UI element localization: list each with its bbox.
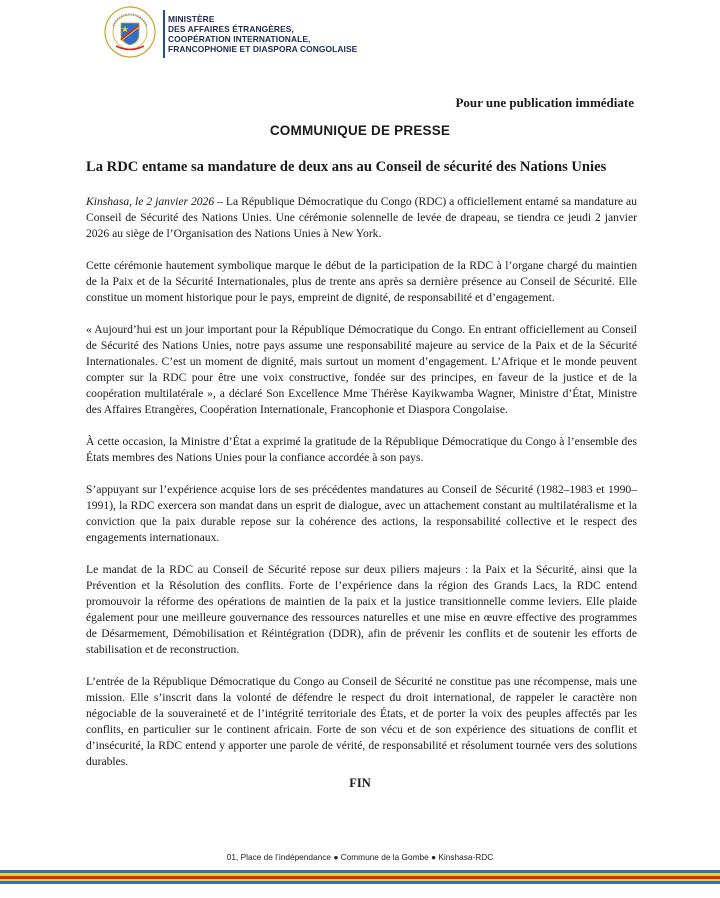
- paragraph: S’appuyant sur l’expérience acquise lors de ses précédentes mandatures au Conseil de Sécurité (1982–1983 et 1990–1991), la RDC exercera son mandat dans un esprit de dialogue, avec un attachement constant au multilatéralisme et la conviction que la paix durable repose sur la cohérence des actions, la responsabilité collective et le respect des engagements internationaux.: [86, 482, 637, 544]
- paragraph: Le mandat de la RDC au Conseil de Sécurité repose sur deux piliers majeurs : la Paix et la Sécurité, ainsi que la Prévention et la Résolution des conflits. Forte de l’expérience dans la région des Grands Lacs, la RDC entend promouvoir la réforme des opérations de maintien de la paix et la justice transitionnelle comme leviers. Elle plaide également pour une meilleure gouvernance des ressources naturelles et une mise en œuvre effective des programmes de Désarmement, Démobilisation et Réintégration (DDR), afin de prévenir les conflits et de soutenir les efforts de stabilisation et de reconstruction.: [86, 562, 637, 657]
- footer-address: 01, Place de l’indépendance ● Commune de la Gombe ● Kinshasa-RDC: [226, 852, 494, 862]
- paragraph: [86, 194, 637, 242]
- ministry-name: [168, 14, 428, 54]
- ministry-line: COOPÉRATION INTERNATIONALE,: [168, 34, 311, 44]
- paragraph: L’entrée de la République Démocratique du Congo au Conseil de Sécurité ne constitue pas une récompense, mais une mission. Elle s’inscrit dans la volonté de défendre le respect du droit international, de rappeler le caractère non négociable de la souveraineté et de l’intégrité territoriale des États, et de porter la voix des peuples affectés par les conflits, en particulier sur le continent africain. Forte de son vécu et de son expérience des situations de conflit et d’insécurité, la RDC entend y apporter une parole de vérité, de responsabilité et résolument tournée vers des solutions durables.: [86, 674, 637, 769]
- paragraph: À cette occasion, la Ministre d’État a exprimé la gratitude de la République Démocratique du Congo à l’ensemble des États membres des Nations Unies pour la confiance accordée à son pays.: [86, 434, 637, 464]
- press-release-label: COMMUNIQUE DE PRESSE: [269, 123, 451, 138]
- headline: La RDC entame sa mandature de deux ans au Conseil de sécurité des Nations Unies: [86, 159, 607, 175]
- ministry-line: DES AFFAIRES ÉTRANGÈRES,: [168, 24, 294, 34]
- paragraph: « Aujourd’hui est un jour important pour la République Démocratique du Congo. En entrant officiellement au Conseil de Sécurité des Nations Unies, notre pays assume une responsabilité majeure au service de la Paix et de la Sécurité Internationales. C’est un moment de dignité, mais surtout un moment d’engagement. L’Afrique et le monde peuvent compter sur la RDC pour être une voix constructive, fondée sur des principes, en faveur de la justice et de la coopération multilatérale », a déclaré Son Excellence Mme Thérèse Kayikwamba Wagner, Ministre d’État, Ministre des Affaires Etrangères, Coopération Internationale, Francophonie et Diaspora Congolaise.: [86, 322, 637, 417]
- dateline: Kinshasa, le 2 janvier 2026: [86, 195, 215, 208]
- publication-note: Pour une publication immédiate: [455, 95, 634, 110]
- header-divider: [163, 10, 165, 58]
- closing-fin: FIN: [349, 776, 371, 790]
- press-body: [86, 194, 637, 786]
- ministry-line: MINISTÈRE: [168, 14, 215, 24]
- paragraph-text: – La République Démocratique du Congo (RDC) a officiellement entamé sa mandature au Conseil de Sécurité des Nations Unies. Une cérémonie solennelle de levée de drapeau, se tiendra ce jeudi 2 janvier 2026 au siège de l’Organisation des Nations Unies à New York.: [86, 195, 637, 241]
- footer-stripe-blue: [0, 881, 720, 884]
- paragraph: Cette cérémonie hautement symbolique marque le début de la participation de la RDC à l’organe chargé du maintien de la Paix et de la Sécurité Internationales, plus de trente ans après sa dernière présence au Conseil de Sécurité. Elle constitue un moment historique pour le pays, empreint de dignité, de responsabilité et d’engagement.: [86, 258, 637, 305]
- government-seal-icon: [104, 6, 156, 58]
- ministry-line: FRANCOPHONIE ET DIASPORA CONGOLAISE: [168, 44, 358, 54]
